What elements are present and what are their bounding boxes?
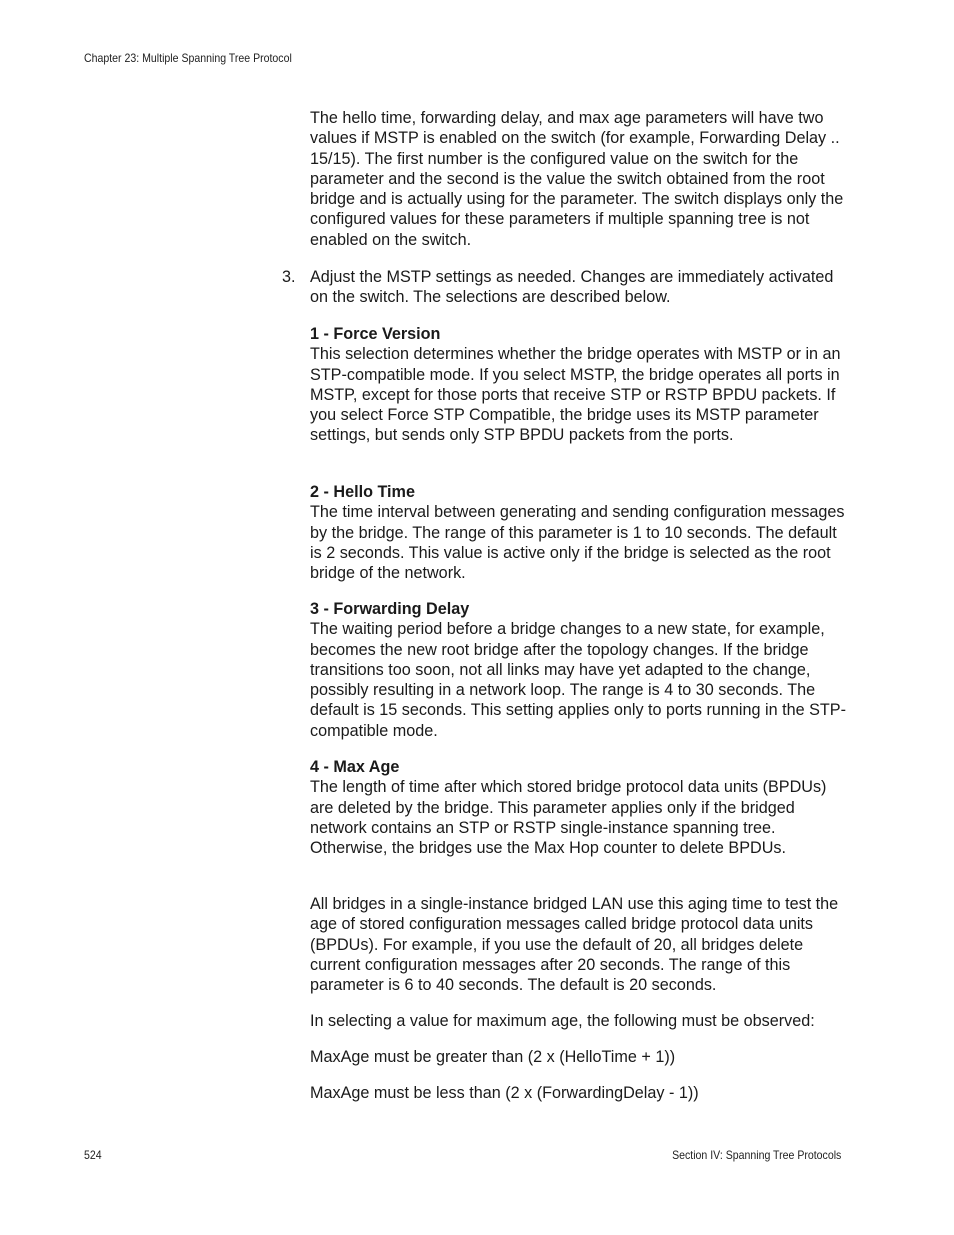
section-body: The time interval between generating and sending configuration messages by the bridge. The range of this parameter is 1 to 10 seconds. The default is 2 seconds. This value is active only if the bridge is selected as the root bridge of the network. — [310, 503, 845, 583]
section-body: This selection determines whether the bridge operates with MSTP or in an STP-compatible mode. If you select MSTP, the bridge operates all ports in MSTP, except for those ports that receive STP or RSTP BPDU packets. If you select Force STP Compatible, the bridge uses its MSTP parameter settings, but sends only STP BPDU packets from the ports. — [310, 345, 841, 445]
chapter-header: Chapter 23: Multiple Spanning Tree Protocol — [84, 51, 292, 65]
section-title: 2 - Hello Time — [310, 483, 415, 501]
section-title: 1 - Force Version — [310, 325, 441, 343]
max-age-rules-intro — [310, 1011, 846, 1031]
paragraph-text: MaxAge must be greater than (2 x (HelloTime + 1)) — [310, 1048, 676, 1066]
section-force-version — [310, 324, 846, 446]
section-title: 4 - Max Age — [310, 758, 400, 776]
step-number: 3. — [282, 268, 296, 286]
section-footer: Section IV: Spanning Tree Protocols — [671, 1148, 841, 1162]
step-text: Adjust the MSTP settings as needed. Changes are immediately activated on the switch. The selections are described below. — [310, 268, 834, 307]
section-title: 3 - Forwarding Delay — [310, 600, 470, 618]
intro-paragraph — [310, 108, 846, 250]
paragraph-text: MaxAge must be less than (2 x (ForwardingDelay - 1)) — [310, 1084, 699, 1102]
max-age-rule-forwarding — [310, 1083, 846, 1103]
section-hello-time — [310, 482, 846, 583]
section-max-age — [310, 757, 846, 858]
paragraph-text: All bridges in a single-instance bridged LAN use this aging time to test the age of stored configuration messages called bridge protocol data units (BPDUs). For example, if you use the default of 20, all bridges delete current configuration messages after 20 seconds. The range of this parameter is 6 to 40 seconds. The default is 20 seconds. — [310, 895, 839, 995]
section-body: The waiting period before a bridge changes to a new state, for example, becomes the new root bridge after the topology changes. If the bridge transitions too soon, not all links may have yet adapted to the change, possibly resulting in a network loop. The range is 4 to 30 seconds. The default is 15 seconds. This setting applies only to ports running in the STP-compatible mode. — [310, 620, 846, 740]
aging-time-paragraph — [310, 894, 846, 995]
paragraph-text: In selecting a value for maximum age, the following must be observed: — [310, 1012, 815, 1030]
intro-text: The hello time, forwarding delay, and max age parameters will have two values if MSTP is enabled on the switch (for example, Forwarding Delay .. 15/15). The first number is the configured value on the switch for the parameter and the second is the value the switch obtained from the root bridge and is actually using for the parameter. The switch displays only the configured values for these parameters if multiple spanning tree is not enabled on the switch. — [310, 109, 844, 249]
page-number: 524 — [84, 1148, 102, 1162]
section-body: The length of time after which stored bridge protocol data units (BPDUs) are deleted by the bridge. This parameter applies only if the bridged network contains an STP or RSTP single-instance spanning tree. Otherwise, the bridges use the Max Hop counter to delete BPDUs. — [310, 778, 827, 858]
max-age-rule-hello — [310, 1047, 846, 1067]
section-forwarding-delay — [310, 599, 846, 741]
step-3 — [282, 267, 846, 308]
